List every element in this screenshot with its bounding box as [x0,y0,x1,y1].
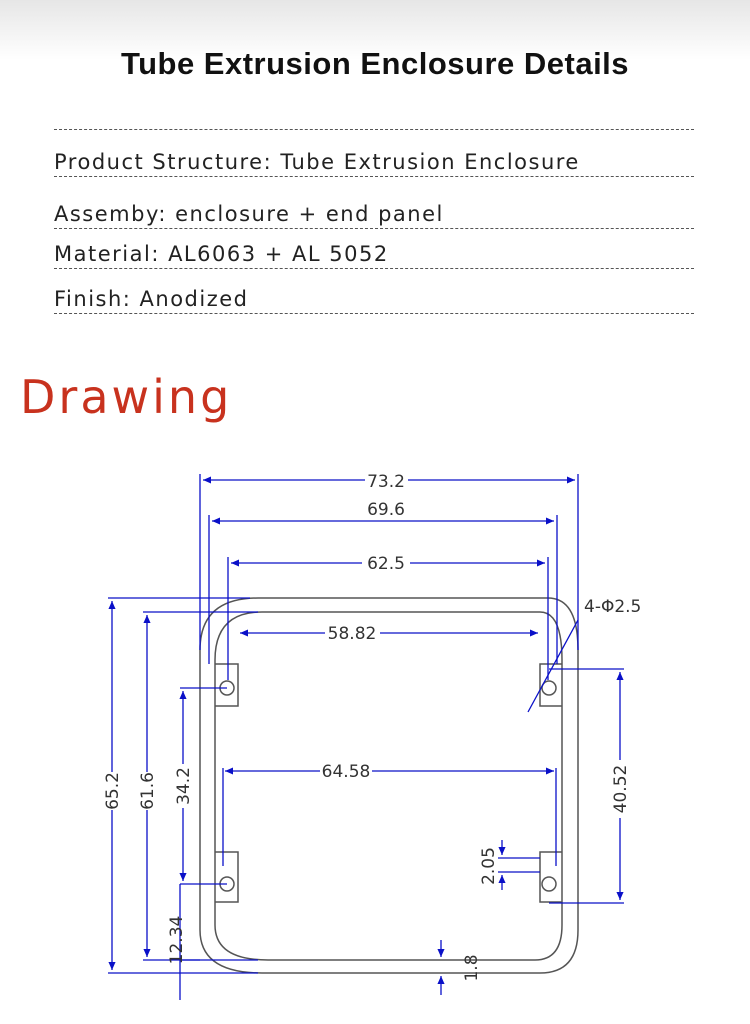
dim-width-58-82: 58.82 [327,624,377,644]
spec-finish: Finish: Anodized [54,285,694,314]
inner-contour [215,612,562,960]
dim-height-34-2: 34.2 [174,767,194,805]
dim-width-62-5: 62.5 [367,554,405,574]
spec-material: Material: AL6063 + AL 5052 [54,240,694,269]
dim-outer-width: 73.2 [367,472,405,492]
drawing-heading: Drawing [20,370,233,424]
outer-contour [200,598,578,973]
dim-bottom-12-34: 12.34 [167,915,187,965]
dim-height-65-2: 65.2 [103,772,123,810]
dim-slot-2-05: 2.05 [479,847,499,885]
dim-width-64-58: 64.58 [321,762,371,782]
page-title: Tube Extrusion Enclosure Details [120,46,630,81]
spec-assembly: Assemby: enclosure + end panel [54,200,694,229]
dim-wall-1-8: 1.8 [462,954,482,982]
dim-height-61-6: 61.6 [138,772,158,810]
spec-product-structure: Product Structure: Tube Extrusion Enclosure [54,148,694,177]
dim-hole-note: 4-Φ2.5 [584,597,642,617]
dim-height-40-52: 40.52 [611,764,631,814]
enclosure-profile [200,598,578,973]
dim-width-69-6: 69.6 [367,500,405,520]
